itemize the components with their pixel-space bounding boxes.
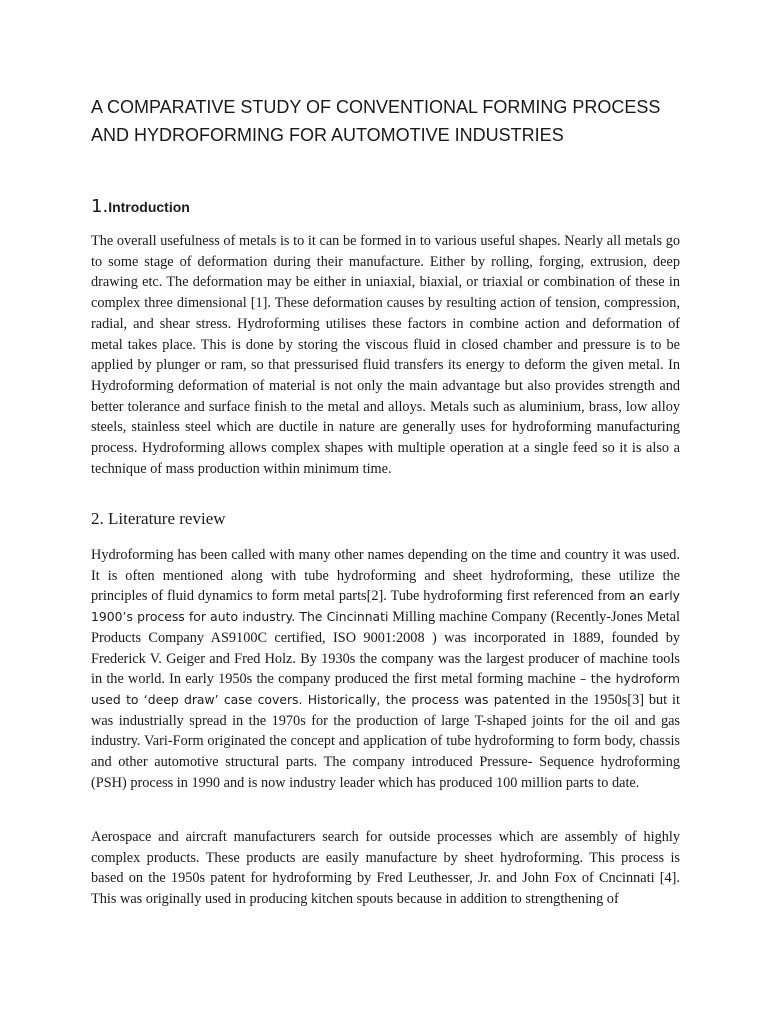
literature-review-paragraph-2: Aerospace and aircraft manufacturers search for outside processes which are assembly of highly complex products. These products are easily manufacture by sheet hydroforming. This process is based on the 1950s patent for hydroforming by Fred Leuthesser, Jr. and John Fox of Cncinnati [4]. This was originally used in producing kitchen spouts because in addition to strengthening of	[91, 829, 680, 908]
lit-p1-part-d: – the hydroform used to ‘deep draw’ case covers. Historically, the process was patented	[91, 671, 680, 707]
introduction-paragraph: The overall usefulness of metals is to it can be formed in to various useful shapes. Nearly all metals go to some stage of deformation during their manufacture. Either by rolling, forging, extrusion, deep drawing etc. The deformation may be either in uniaxial, biaxial, or triaxial or combination of these in complex three dimensional [1]. These deformation causes by resulting action of tension, compression, radial, and shear stress. Hydroforming utilises these factors in combine action and deformation of metal takes place. This is done by storing the viscous fluid in closed chamber and pressure is to be applied by plunger or ram, so that pressurised fluid transfers its energy to deform the given metal. In Hydroforming deformation of material is not only the main advantage but also provides strength and better tolerance and surface finish to the metal and alloys. Metals such as aluminium, brass, low alloy steels, stainless steel which are ductile in nature are generally uses for hydroforming manufacturing process. Hydroforming allows complex shapes with multiple operation at a single feed so it is also a technique of mass production within minimum time.	[91, 233, 680, 477]
document-title: A COMPARATIVE STUDY OF CONVENTIONAL FORMING PROCESS AND HYDROFORMING FOR AUTOMOTIVE INDUSTRIES	[91, 97, 661, 145]
lit-p1-part-c: Milling machine Company (Recently-Jones Metal Products Company AS9100C certified, ISO 9001:2008 ) was incorporated in 1889, founded by Frederick V. Geiger and Fred Holz. By 1930s the company was the largest producer of machine tools in the world. In early 1950s the company produced the first metal forming machine	[91, 609, 680, 688]
literature-review-paragraph-1	[91, 545, 680, 793]
lit-p1-part-b: an early 1900’s process for auto industry. The Cincinnati	[91, 588, 680, 625]
introduction-heading	[91, 190, 190, 218]
introduction-number: 1.	[91, 196, 109, 217]
lit-p1-part-e: in the 1950s[3] but it was industrially spread in the 1970s for the production of large T-shaped joints for the oil and gas industry. Vari-Form originated the concept and application of tube hydroforming to form body, chassis and other automotive structural parts. The company introduced Pressure- Sequence hydroforming (PSH) process in 1990 and is now industry leader which has produced 100 million parts to date.	[91, 691, 681, 791]
introduction-label: Introduction	[108, 199, 190, 215]
literature-review-heading: 2. Literature review	[91, 509, 226, 528]
lit-p1-part-a: Hydroforming has been called with many other names depending on the time and country it was used. It is often mentioned along with tube hydroforming and sheet hydroforming, these utilize the principles of fluid dynamics to form metal parts[2]. Tube hydroforming first referenced from	[91, 547, 680, 605]
